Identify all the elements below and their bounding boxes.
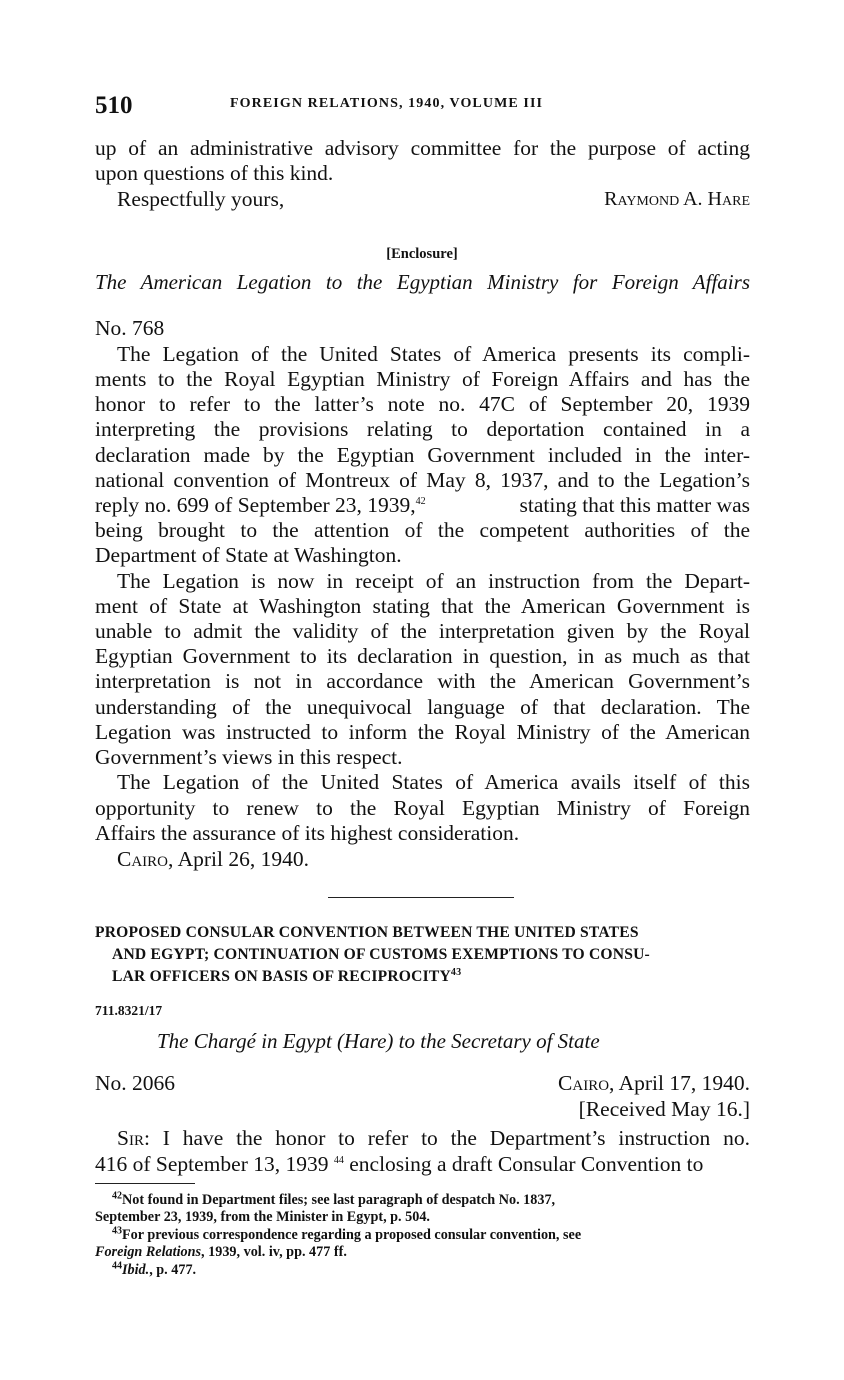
body-line: The Legation of the United States of America presents its compli-	[117, 342, 750, 366]
body-line: upon questions of this kind.	[95, 161, 334, 185]
footnote-ref[interactable]: 43	[450, 966, 462, 978]
body-line: understanding of the unequivocal language of that declaration. The	[95, 695, 750, 719]
body-line: ments to the Royal Egyptian Ministry of Foreign Affairs and has the	[95, 367, 750, 391]
body-line: Sir: I have the honor to refer to the Department’s instruction no.	[117, 1126, 750, 1150]
dateline: Cairo, April 17, 1940.	[558, 1071, 750, 1095]
enclosure-title: The American Legation to the Egyptian Ministry for Foreign Affairs	[95, 270, 750, 294]
footnote-ref[interactable]: 42	[415, 495, 426, 507]
section-heading-line: PROPOSED CONSULAR CONVENTION BETWEEN THE UNITED STATES	[95, 924, 639, 941]
signature: Raymond A. Hare	[604, 188, 750, 210]
footnote: $^{43}$For previous correspondence regarding a proposed consular convention, see	[112, 1225, 582, 1243]
section-heading-line: AND EGYPT; CONTINUATION OF CUSTOMS EXEMPTIONS TO CONSU-	[112, 946, 650, 963]
body-line: 416 of September 13, 1939 $^{44}$ enclosing a draft Consular Convention to	[95, 1152, 704, 1176]
note-number: No. 768	[95, 316, 165, 340]
body-line: unable to admit the validity of the interpretation given by the Royal	[95, 619, 750, 643]
section-divider	[328, 897, 514, 898]
body-line: The Legation of the United States of America avails itself of this	[117, 770, 750, 794]
body-line: interpreting the provisions relating to deportation contained in a	[95, 417, 750, 441]
body-line: stating that this matter was	[519, 493, 750, 517]
dateline: Cairo, April 26, 1940.	[117, 847, 309, 871]
enclosure-label: [Enclosure]	[386, 246, 458, 262]
body-line: Legation was instructed to inform the Royal Ministry of the American	[95, 720, 750, 744]
salutation: Sir	[117, 1126, 144, 1150]
body-line: declaration made by the Egyptian Government included in the inter-	[95, 443, 750, 467]
footnote: $^{44}$Ibid., p. 477.	[112, 1260, 197, 1278]
body-line: honor to refer to the latter’s note no. 47C of September 20, 1939	[95, 392, 750, 416]
body-line: Department of State at Washington.	[95, 543, 402, 567]
footnote-ref[interactable]: 44	[333, 1154, 344, 1166]
body-line: Affairs the assurance of its highest consideration.	[95, 821, 520, 845]
footnote-divider	[95, 1183, 195, 1184]
footnote-continuation: Foreign Relations, 1939, vol. iv, pp. 477 ff.	[95, 1244, 347, 1260]
body-line: ment of State at Washington stating that the American Government is	[95, 594, 750, 618]
page-number: 510	[95, 92, 133, 119]
document-title: The Chargé in Egypt (Hare) to the Secretary of State	[157, 1029, 600, 1053]
place: Cairo	[117, 847, 169, 871]
body-line: interpretation is not in accordance with the American Government’s	[95, 669, 750, 693]
body-line: The Legation is now in receipt of an instruction from the Depart-	[117, 569, 750, 593]
body-line: national convention of Montreux of May 8, 1937, and to the Legation’s	[95, 468, 750, 492]
running-title: FOREIGN RELATIONS, 1940, VOLUME III	[230, 96, 544, 111]
closing: Respectfully yours,	[117, 187, 285, 211]
body-line: opportunity to renew to the Royal Egyptian Ministry of Foreign	[95, 796, 750, 820]
body-line: reply no. 699 of September 23, 1939,42	[95, 493, 426, 517]
file-number: 711.8321/17	[95, 1003, 163, 1018]
place: Cairo	[558, 1071, 610, 1095]
document-number: No. 2066	[95, 1071, 176, 1095]
body-line: Egyptian Government to its declaration in question, in as much as that	[95, 644, 750, 668]
footnote-continuation: September 23, 1939, from the Minister in Egypt, p. 504.	[95, 1209, 430, 1225]
body-line: Government’s views in this respect.	[95, 745, 403, 769]
section-heading-line: LAR OFFICERS ON BASIS OF RECIPROCITY$^{43}$	[112, 966, 462, 985]
received-date: [Received May 16.]	[578, 1097, 750, 1121]
footnote: $^{42}$Not found in Department files; see last paragraph of despatch No. 1837,	[112, 1190, 556, 1208]
body-line: up of an administrative advisory committee for the purpose of acting	[95, 136, 750, 160]
body-line: being brought to the attention of the competent authorities of the	[95, 518, 750, 542]
